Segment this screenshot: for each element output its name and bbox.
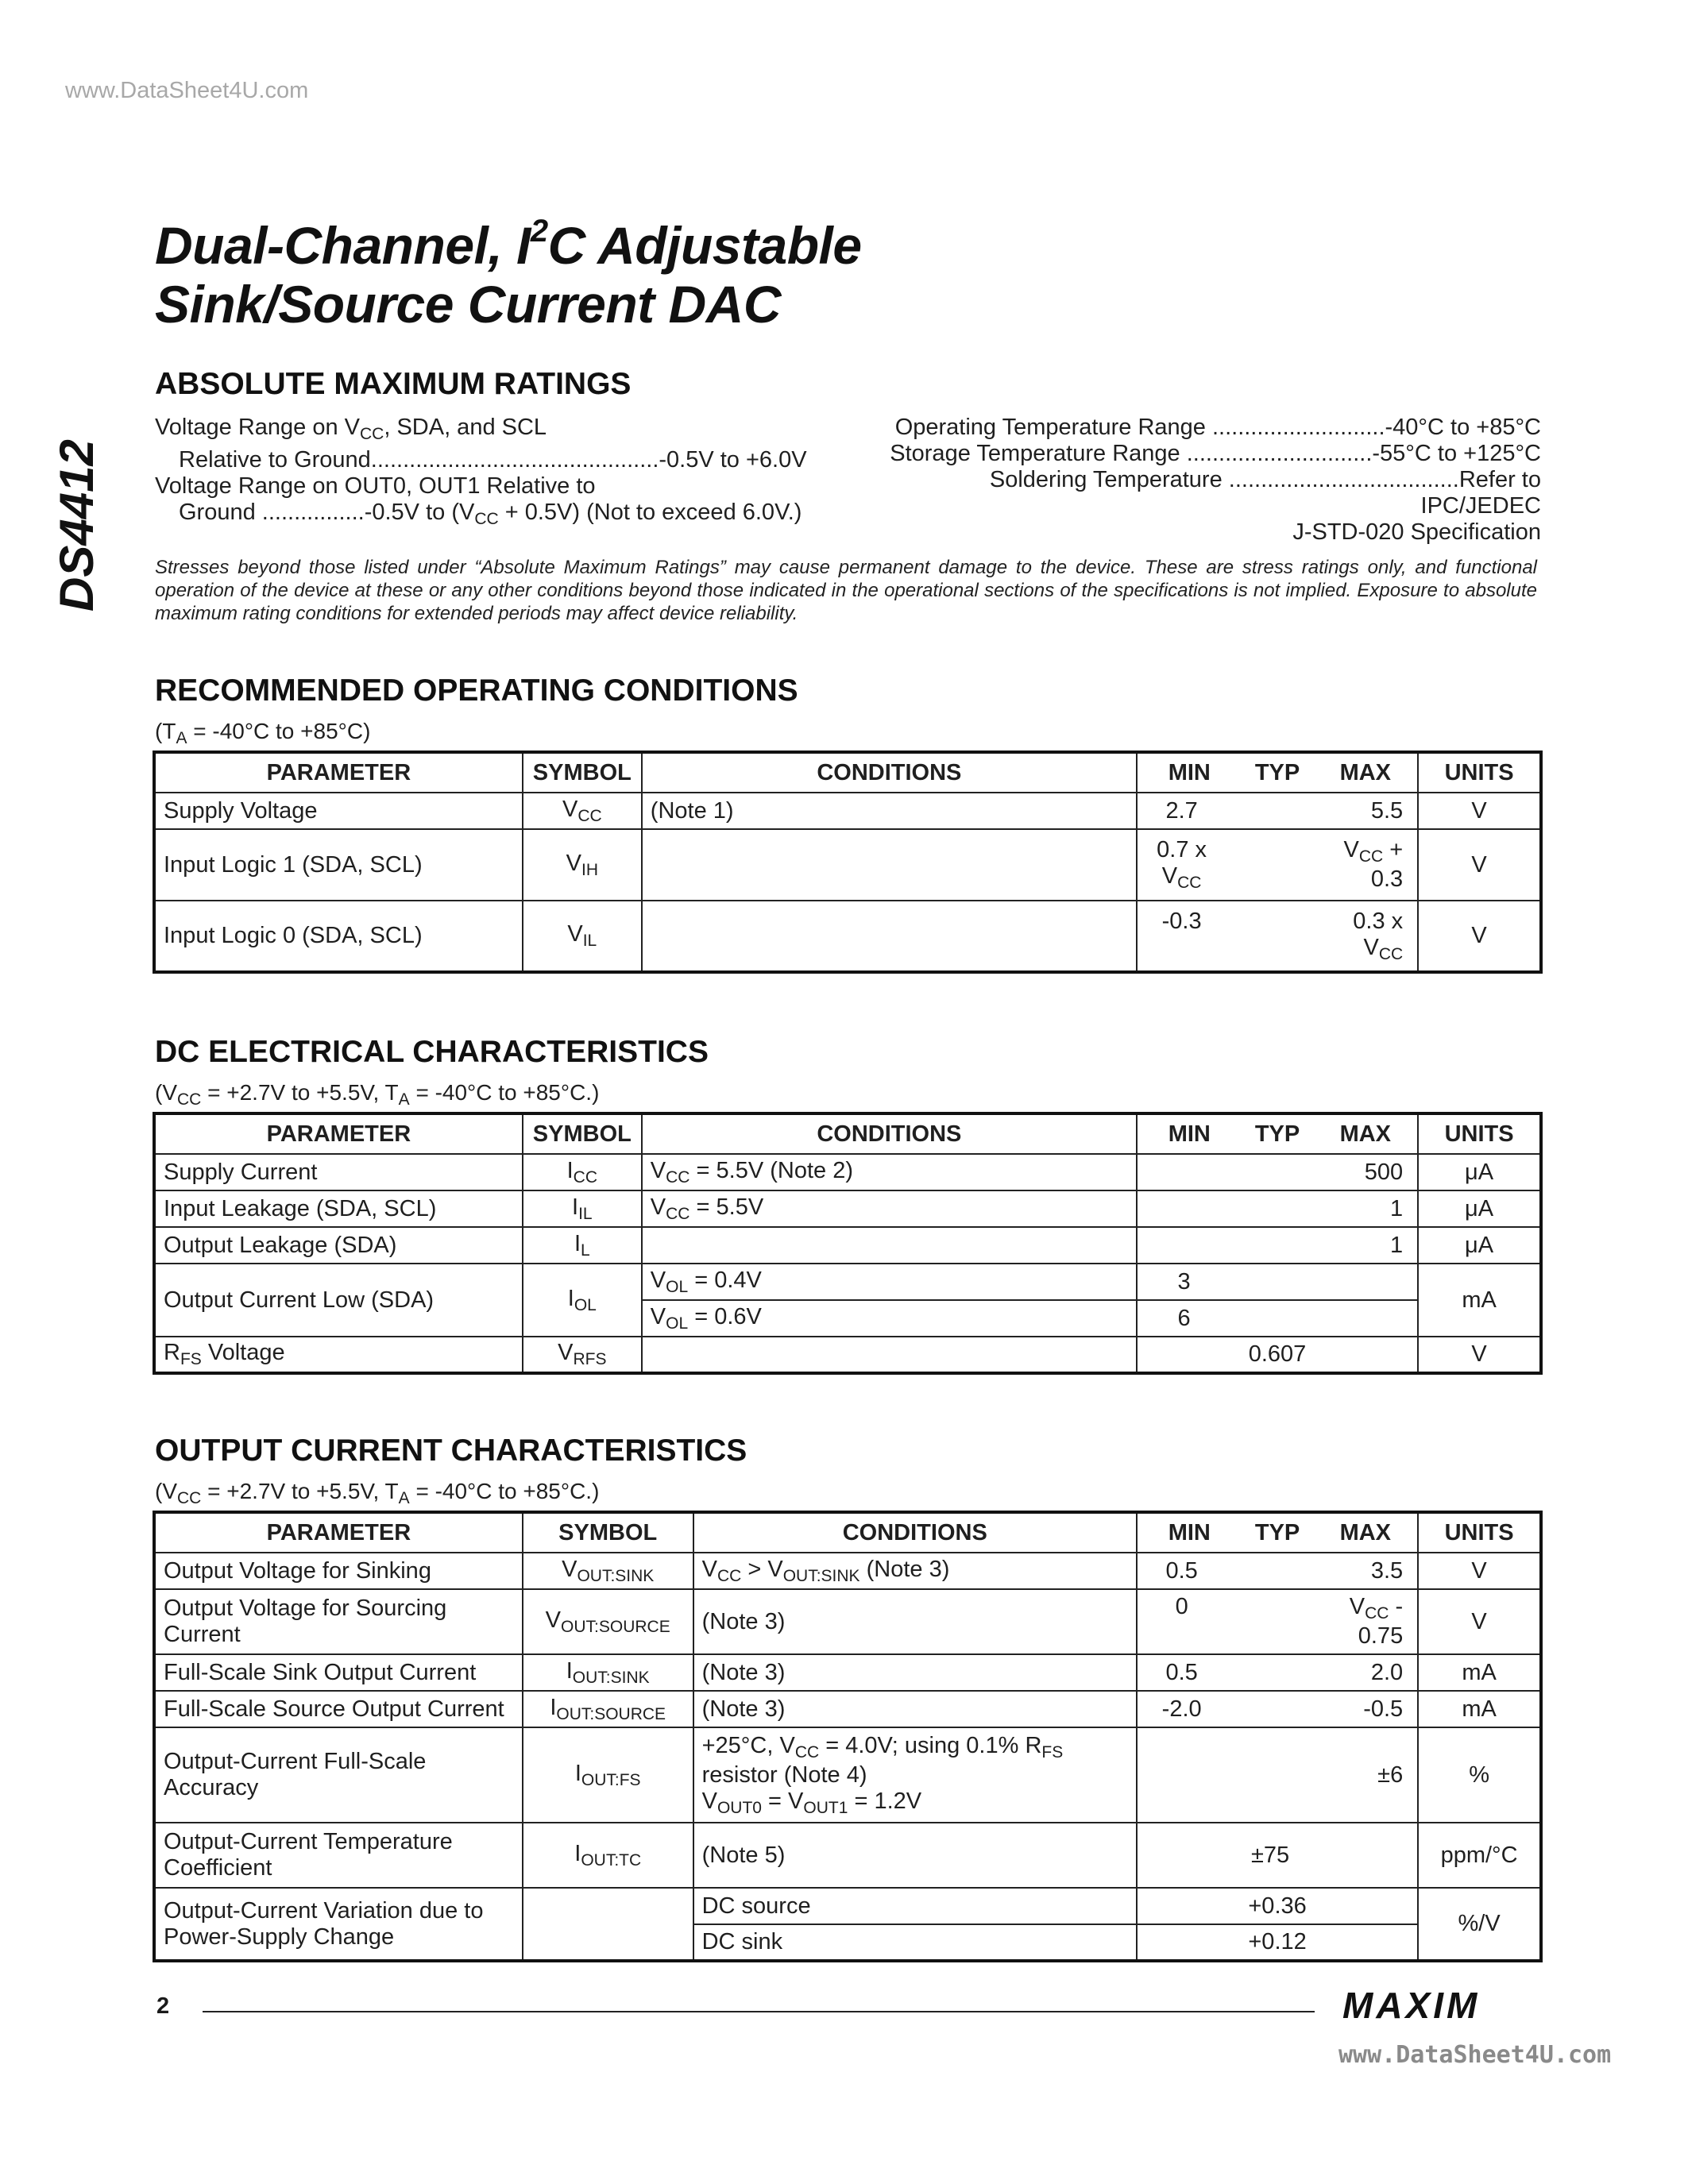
table-row: Full-Scale Sink Output Current $I_{OUT:SINK}$ (Note 3) 0.5 2.0 mA: [154, 1654, 1541, 1691]
amr-heading: ABSOLUTE MAXIMUM RATINGS: [155, 367, 632, 401]
table-row: Supply Voltage $V_{CC}$ (Note 1) 2.7 5.5 V: [154, 793, 1541, 829]
roc-heading: RECOMMENDED OPERATING CONDITIONS: [155, 673, 798, 708]
table-header-row: [154, 752, 1541, 793]
table-row: Full-Scale Source Output Current $I_{OUT:SOURCE}$ (Note 3) -2.0 -0.5 mA: [154, 1691, 1541, 1727]
dc-table: [153, 1112, 1543, 1375]
table-row: Output-Current Temperature Coefficient $I_{OUT:TC}$ (Note 5) ±75 ppm/°C: [154, 1823, 1541, 1888]
occ-condition: ($V_{CC} = +2.7V$ to +5.5V, $T_A = -40^\circ C$ to +85°C.): [155, 1479, 600, 1507]
maxim-logo: MAXIM: [1342, 1985, 1481, 2026]
col-symbol: SYMBOL: [523, 752, 642, 793]
table-row: Output Voltage for Sinking $V_{OUT:SINK}$ $V_{CC} > V_{OUT:SINK}$ (Note 3) 0.5 3.5 V: [154, 1553, 1541, 1589]
amr-right-column: Operating Temperature Range ...........................-40°C to +85°C Storage Temperature Range .............................-55°C to +125°C Soldering Temperature ....................................Refer to IPC/JEDEC J-STD-020 Specification: [890, 415, 1541, 545]
footer-rule: [203, 2011, 1315, 2012]
table-row: Input Logic 1 (SDA, SCL) $V_{IH}$ 0.7 x $V_{CC}$ $V_{CC}$ + 0.3 V: [154, 829, 1541, 901]
dc-heading: DC ELECTRICAL CHARACTERISTICS: [155, 1035, 709, 1069]
table-row: Input Logic 0 (SDA, SCL) $V_{IL}$ -0.3 0.3 x $V_{CC}$ V: [154, 901, 1541, 972]
table-row: Output-Current Variation due to Power-Supply Change DC source +0.36 %/V: [154, 1888, 1541, 1924]
col-min-typ-max: MIN TYP MAX: [1137, 752, 1418, 793]
table-row: $V_{OL} = 0.6V$ 6: [154, 1300, 1541, 1337]
table-row: DC sink +0.12: [154, 1924, 1541, 1961]
table-row: Output Voltage for Sourcing Current $V_{OUT:SOURCE}$ (Note 3) 0 $V_{CC}$ - 0.75 V: [154, 1589, 1541, 1654]
amr-left-column: Voltage Range on $V_{CC}$, SDA, and SCL Relative to Ground.............................................-0.5V to +6.0V Voltage Range on OUT0, OUT1 Relative to Ground ................-0.5V to $(V_{CC} + 0.5V)$ (Not to exceed 6.0V.): [155, 415, 807, 528]
table-row: Output Leakage (SDA) $I_L$ 1 μA: [154, 1227, 1541, 1264]
roc-table: [153, 751, 1543, 974]
col-units: UNITS: [1418, 752, 1541, 793]
occ-heading: OUTPUT CURRENT CHARACTERISTICS: [155, 1433, 747, 1468]
table-row: Input Leakage (SDA, SCL) $I_{IL}$ $V_{CC} = 5.5V$ 1 μA: [154, 1190, 1541, 1227]
page-title: Dual-Channel, $I^2C$ Adjustable Sink/Source Current DAC: [155, 214, 862, 334]
watermark-top: www.DataSheet4U.com: [65, 78, 309, 103]
dc-condition: ($V_{CC} = +2.7V$ to +5.5V, $T_A = -40^\circ C$ to +85°C.): [155, 1080, 600, 1109]
table-row: Supply Current $I_{CC}$ $V_{CC} = 5.5V$ (Note 2) 500 μA: [154, 1154, 1541, 1190]
stress-note: Stresses beyond those listed under “Absolute Maximum Ratings” may cause permanent damage to the device. These are stress ratings only, and functional operation of the device at these or any other conditions beyond those indicated in the operational sections of the specifications is not implied. Exposure to absolute maximum rating conditions for extended periods may affect device reliability.: [155, 557, 1537, 624]
roc-condition: ($T_A = -40^\circ C$ to +85°C): [155, 719, 371, 747]
table-header-row: PARAMETER SYMBOL CONDITIONS MIN TYP MAX UNITS: [154, 1512, 1541, 1553]
page-number: 2: [156, 1993, 170, 2019]
col-parameter: PARAMETER: [154, 752, 523, 793]
side-part-label: DS4412: [50, 439, 103, 612]
occ-table: [153, 1511, 1543, 1962]
watermark-bottom: www.DataSheet4U.com: [1338, 2041, 1612, 2069]
col-conditions: CONDITIONS: [642, 752, 1137, 793]
table-row: Output-Current Full-Scale Accuracy $I_{OUT:FS}$ +25°C, $V_{CC} = 4.0V$; using 0.1% $R_{FS}$ resistor (Note 4) $V_{OUT0} = V_{OUT1} = 1.2V$ ±6 %: [154, 1727, 1541, 1823]
table-row: $R_{FS}$ Voltage $V_{RFS}$ 0.607 V: [154, 1337, 1541, 1373]
table-row: Output Current Low (SDA) $I_{OL}$ $V_{OL} = 0.4V$ 3 mA: [154, 1264, 1541, 1300]
table-header-row: PARAMETER SYMBOL CONDITIONS MIN TYP MAX UNITS: [154, 1113, 1541, 1154]
